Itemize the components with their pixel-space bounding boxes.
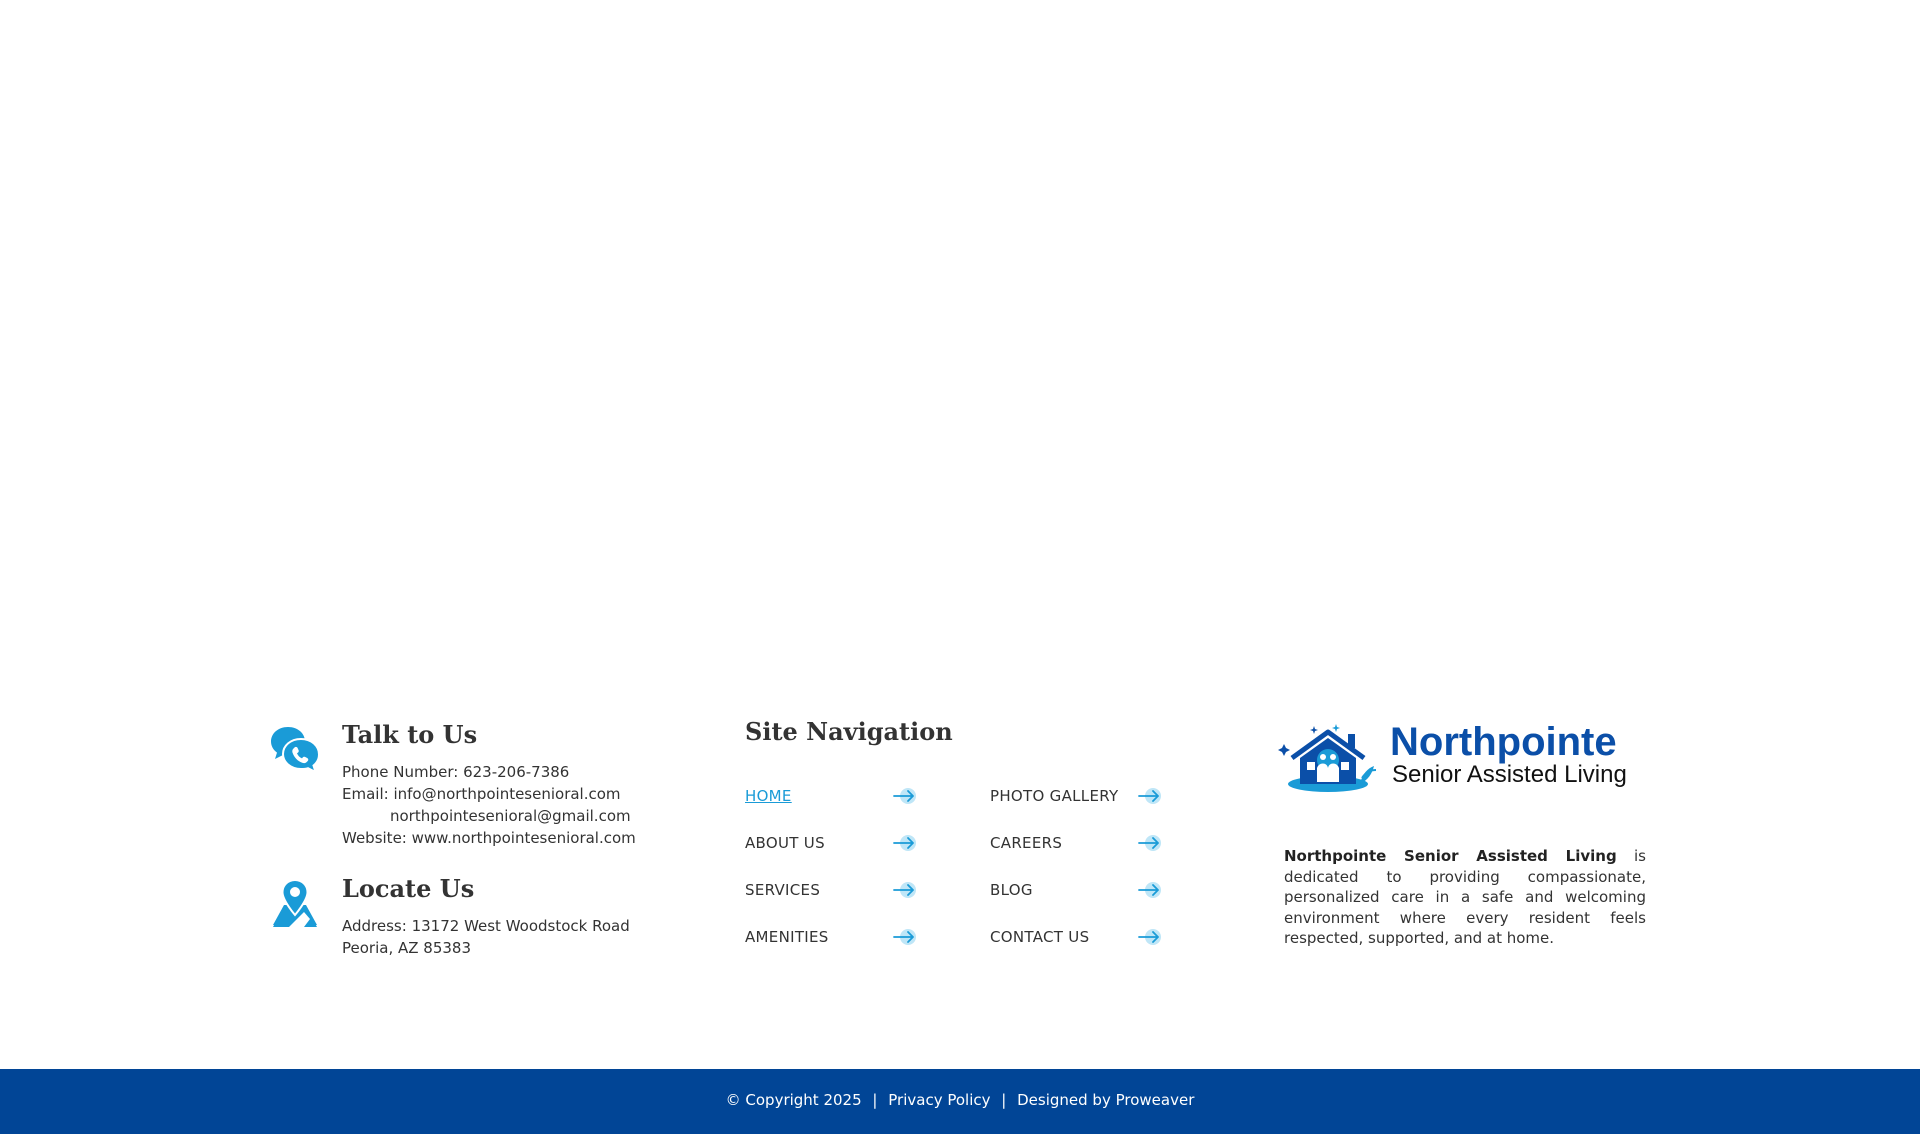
privacy-policy-link[interactable]: Privacy Policy — [888, 1091, 991, 1109]
copyright-text: © Copyright 2025 — [725, 1091, 862, 1109]
arrow-right-icon — [893, 881, 917, 899]
nav-list — [745, 783, 1185, 951]
brand-description — [1284, 846, 1646, 949]
website-link[interactable]: www.northpointesenioral.com — [411, 829, 636, 847]
footer-bar — [0, 1069, 1920, 1134]
locate-us-heading: Locate Us — [342, 874, 475, 903]
brand-section — [1278, 720, 1650, 947]
house-logo-icon — [1278, 724, 1378, 794]
address-city-line: Peoria, AZ 85383 — [342, 939, 472, 957]
arrow-right-icon — [893, 787, 917, 805]
nav-item-services[interactable] — [745, 877, 917, 904]
contact-section — [270, 715, 710, 959]
nav-item-label[interactable]: PHOTO GALLERY — [990, 787, 1119, 805]
map-pin-icon — [270, 879, 320, 929]
brand-name: Northpointe — [1390, 720, 1617, 764]
brand-logo[interactable] — [1278, 720, 1650, 795]
phone-label: Phone Number: — [342, 763, 459, 781]
nav-item-label[interactable]: AMENITIES — [745, 928, 829, 946]
arrow-right-icon — [893, 928, 917, 946]
brand-description-text: is dedicated to providing compassionate, personalized care in a safe and welcoming environment where every resident feels respected, supported, and at home. — [1284, 847, 1646, 947]
nav-item-photo-gallery[interactable] — [990, 783, 1162, 810]
brand-description-strong: Northpointe Senior Assisted Living — [1284, 847, 1617, 865]
email-link-primary[interactable]: info@northpointesenioral.com — [393, 785, 621, 803]
website-label: Website: — [342, 829, 407, 847]
email-line-secondary — [342, 805, 710, 827]
site-navigation — [745, 715, 1185, 946]
address-line — [342, 915, 710, 937]
email-label: Email: — [342, 785, 389, 803]
locate-us-block — [270, 869, 710, 959]
talk-to-us-block — [270, 715, 710, 855]
arrow-right-icon — [1138, 787, 1162, 805]
nav-item-contact-us[interactable] — [990, 924, 1162, 951]
arrow-right-icon — [1138, 834, 1162, 852]
nav-item-amenities[interactable] — [745, 924, 917, 951]
nav-item-about-us[interactable] — [745, 830, 917, 857]
talk-to-us-heading: Talk to Us — [342, 720, 478, 749]
nav-item-home[interactable] — [745, 783, 917, 810]
footer-separator: | — [1001, 1091, 1007, 1109]
nav-item-careers[interactable] — [990, 830, 1162, 857]
footer-separator: | — [872, 1091, 878, 1109]
website-line — [342, 827, 710, 849]
arrow-right-icon — [893, 834, 917, 852]
brand-tagline: Senior Assisted Living — [1392, 761, 1627, 788]
chat-phone-icon — [270, 725, 320, 775]
arrow-right-icon — [1138, 928, 1162, 946]
phone-line — [342, 761, 710, 783]
nav-item-label[interactable]: HOME — [745, 787, 792, 805]
email-line — [342, 783, 710, 805]
site-navigation-heading: Site Navigation — [745, 717, 953, 746]
address-label: Address: — [342, 917, 407, 935]
phone-link[interactable]: 623-206-7386 — [463, 763, 570, 781]
address-street: 13172 West Woodstock Road — [411, 917, 630, 935]
nav-item-label[interactable]: ABOUT US — [745, 834, 825, 852]
nav-item-label[interactable]: BLOG — [990, 881, 1033, 899]
nav-item-label[interactable]: CAREERS — [990, 834, 1063, 852]
designed-by-link[interactable]: Designed by Proweaver — [1017, 1091, 1195, 1109]
nav-item-label[interactable]: SERVICES — [745, 881, 821, 899]
email-link-secondary[interactable]: northpointesenioral@gmail.com — [390, 807, 631, 825]
nav-item-label[interactable]: CONTACT US — [990, 928, 1090, 946]
arrow-right-icon — [1138, 881, 1162, 899]
nav-item-blog[interactable] — [990, 877, 1162, 904]
